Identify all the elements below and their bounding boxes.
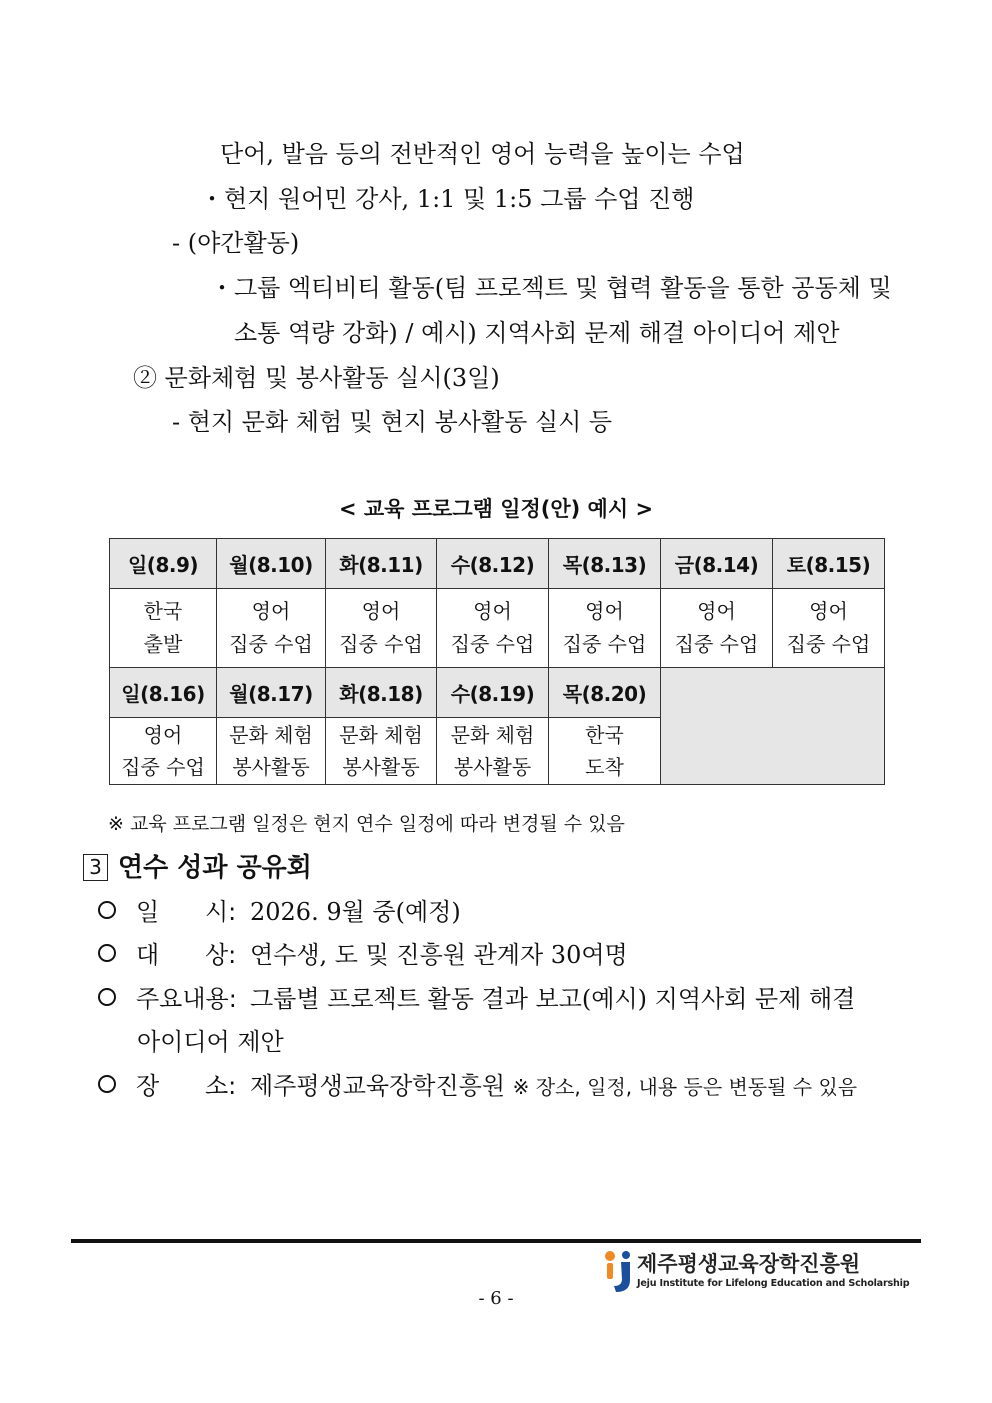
day-header: 목(8.20) (549, 668, 661, 718)
activity-line: 문화 체험 (339, 723, 423, 747)
day-header: 금(8.14) (661, 539, 773, 589)
activity-line: 영어 (473, 599, 512, 623)
day-activity (437, 589, 549, 668)
activity-line: 집중 수업 (339, 632, 423, 656)
day-header: 토(8.15) (773, 539, 885, 589)
activity-line: 집중 수업 (562, 632, 647, 656)
activity-line: 영어 (251, 599, 291, 623)
item-place (98, 1071, 857, 1102)
activity-line: 문화 체험 (229, 723, 313, 747)
activity-line: 영어 (361, 599, 401, 623)
activity-line: 문화 체험 (450, 723, 535, 747)
activity-line: 집중 수업 (450, 632, 535, 656)
item-value: 제주평생교육장학진흥원 (250, 1072, 506, 1100)
bullet-circle-icon (98, 988, 116, 1006)
activity-line: 봉사활동 (342, 755, 420, 779)
item-value: 2026. 9월 중(예정) (250, 898, 461, 926)
day-activity (217, 589, 326, 668)
day-activity (326, 718, 437, 785)
org-name-en: Jeju Institute for Lifelong Education and Scholarship (637, 1278, 910, 1289)
item-content (98, 984, 855, 1014)
activity-line: 출발 (143, 632, 183, 656)
org-name-ko: 제주평생교육장학진흥원 (637, 1252, 861, 1276)
day-header: 화(8.11) (326, 539, 437, 589)
item-label: 대 상: (136, 941, 237, 969)
empty-cell (661, 668, 885, 785)
schedule-week2-header (110, 668, 885, 718)
day-activity (217, 718, 326, 785)
body-line-7: - 현지 문화 체험 및 현지 봉사활동 실시 등 (172, 408, 613, 436)
activity-line: 봉사활동 (453, 755, 532, 779)
activity-line: 집중 수업 (786, 632, 871, 656)
bullet-circle-icon (98, 901, 116, 919)
bullet-circle-icon (98, 1075, 116, 1093)
page-number: - 6 - (478, 1288, 514, 1309)
day-activity (110, 718, 217, 785)
day-activity (661, 589, 773, 668)
day-activity (549, 718, 661, 785)
day-activity (549, 589, 661, 668)
activity-line: 집중 수업 (674, 632, 759, 656)
item-target (98, 940, 628, 970)
day-header: 화(8.18) (326, 668, 437, 718)
body-line-2: ・현지 원어민 강사, 1:1 및 1:5 그룹 수업 진행 (200, 185, 695, 213)
activity-line: 한국 (585, 723, 624, 747)
activity-line: 집중 수업 (229, 632, 313, 656)
day-header: 일(8.9) (110, 539, 217, 589)
item-content-cont: 아이디어 제안 (137, 1028, 284, 1056)
item-label: 장 소: (136, 1072, 237, 1100)
day-header: 일(8.16) (110, 668, 217, 718)
section-title: 연수 성과 공유회 (118, 853, 312, 883)
item-label: 일 시: (136, 898, 237, 926)
footer-rule (71, 1239, 921, 1243)
day-header: 수(8.12) (437, 539, 549, 589)
day-activity (437, 718, 549, 785)
day-activity (326, 589, 437, 668)
item-note: ※ 장소, 일정, 내용 등은 변동될 수 있음 (512, 1075, 858, 1099)
body-line-3: - (야간활동) (172, 229, 300, 257)
day-header: 수(8.19) (437, 668, 549, 718)
section-heading (83, 852, 312, 884)
body-line-5: 소통 역량 강화) / 예시) 지역사회 문제 해결 아이디어 제안 (234, 319, 840, 347)
activity-line: 집중 수업 (121, 755, 205, 779)
schedule-week1-body (110, 589, 885, 668)
activity-line: 영어 (809, 599, 848, 623)
schedule-table (109, 538, 885, 785)
schedule-week1-header (110, 539, 885, 589)
day-activity (773, 589, 885, 668)
day-header: 월(8.10) (217, 539, 326, 589)
day-header: 월(8.17) (217, 668, 326, 718)
bullet-circle-icon (98, 944, 116, 962)
activity-line: 한국 (143, 599, 183, 623)
activity-line: 도착 (585, 755, 624, 779)
section-number-box: 3 (83, 854, 108, 881)
item-value: 연수생, 도 및 진흥원 관계자 30여명 (250, 941, 628, 969)
activity-line: 봉사활동 (232, 755, 310, 779)
activity-line: 영어 (585, 599, 624, 623)
day-activity (110, 589, 217, 668)
item-value: 그룹별 프로젝트 활동 결과 보고(예시) 지역사회 문제 해결 (250, 985, 856, 1013)
body-line-4: ・그룹 엑티비티 활동(팀 프로젝트 및 협력 활동을 통한 공동체 및 (210, 274, 892, 302)
activity-line: 영어 (697, 599, 736, 623)
activity-line: 영어 (143, 723, 183, 747)
schedule-note: ※ 교육 프로그램 일정은 현지 연수 일정에 따라 변경될 수 있음 (108, 813, 625, 835)
schedule-caption: < 교육 프로그램 일정(안) 예시 > (338, 497, 654, 521)
item-date (98, 897, 461, 927)
day-header: 목(8.13) (549, 539, 661, 589)
item-label: 주요내용: (136, 985, 237, 1013)
body-line-1: 단어, 발음 등의 전반적인 영어 능력을 높이는 수업 (220, 140, 745, 168)
body-line-6: ② 문화체험 및 봉사활동 실시(3일) (133, 364, 500, 392)
